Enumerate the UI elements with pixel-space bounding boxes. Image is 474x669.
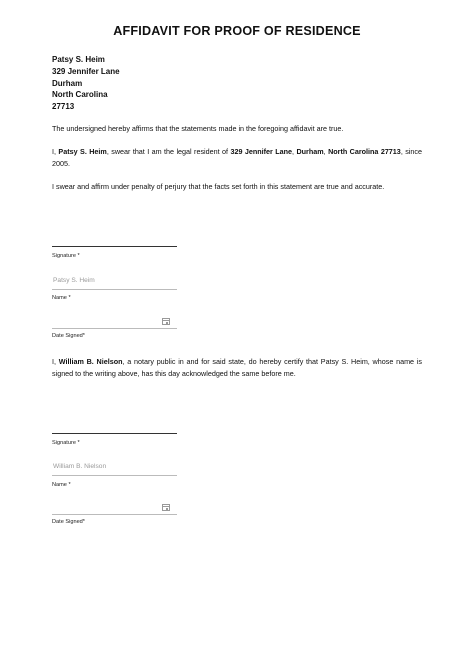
affirm-paragraph: The undersigned hereby affirms that the statements made in the foregoing affidavit are true. (52, 124, 344, 133)
resident-street: 329 Jennifer Lane (230, 147, 293, 156)
residence-suffix: , since 2005. (52, 147, 423, 168)
residence-sep2: , (323, 147, 329, 156)
name-input-1[interactable]: Patsy S. Heim (53, 277, 95, 284)
residence-middle: , swear that I am the legal resident of (106, 147, 231, 156)
resident-city: Durham (296, 147, 324, 156)
address-state: North Carolina (52, 90, 108, 100)
address-zip: 27713 (52, 102, 75, 112)
page-title: AFFIDAVIT FOR PROOF OF RESIDENCE (113, 24, 361, 38)
perjury-paragraph: I swear and affirm under penalty of perjury that the facts set forth in this statement are true and accurate. (52, 182, 385, 191)
name-label-2: Name * (52, 482, 71, 488)
address-street: 329 Jennifer Lane (52, 66, 120, 76)
residence-sep1: , (292, 147, 297, 156)
date-input-1[interactable] (52, 328, 177, 329)
residence-paragraph (52, 146, 422, 169)
resident-name: Patsy S. Heim (58, 147, 107, 156)
date-input-2[interactable] (52, 514, 177, 515)
notary-name: William B. Nielson (58, 357, 123, 366)
date-label-1: Date Signed* (52, 333, 85, 339)
signature-label-1: Signature * (52, 253, 80, 259)
notary-paragraph (52, 356, 422, 379)
calendar-icon[interactable] (162, 504, 170, 511)
resident-state-zip: North Carolina 27713 (328, 147, 401, 156)
notary-suffix: , a notary public in and for said state, do hereby certify that Patsy S. Heim, whose name is signed to the writing above, has this day acknowledged the same before me. (52, 357, 422, 378)
residence-prefix: I, (52, 147, 59, 156)
name-field-line-1 (52, 289, 177, 290)
name-input-2[interactable]: William B. Nielson (53, 463, 107, 470)
calendar-icon[interactable] (162, 318, 170, 325)
notary-prefix: I, (52, 357, 59, 366)
date-label-2: Date Signed* (52, 519, 85, 525)
signature-line-2[interactable] (52, 433, 177, 434)
signature-line-1[interactable] (52, 246, 177, 247)
address-name: Patsy S. Heim (52, 55, 105, 64)
name-label-1: Name * (52, 295, 71, 301)
signature-label-2: Signature * (52, 440, 80, 446)
address-block (52, 54, 120, 113)
name-field-line-2 (52, 475, 177, 476)
address-city: Durham (52, 78, 83, 88)
